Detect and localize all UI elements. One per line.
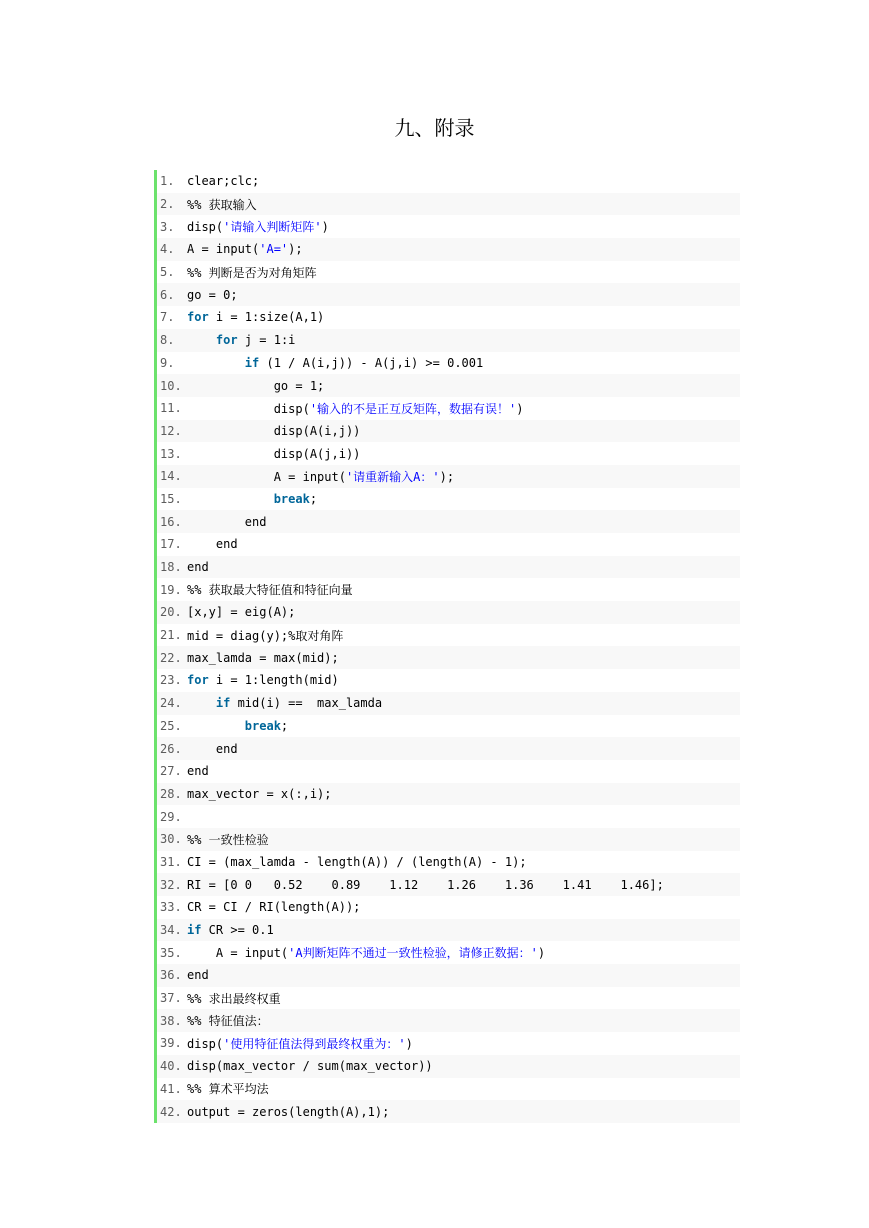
code-text [187, 968, 209, 982]
code-line [157, 919, 740, 942]
code-line [157, 624, 740, 647]
code-string: 'A=' [259, 242, 289, 257]
code-text [187, 492, 317, 506]
code-text [187, 1080, 269, 1097]
code-line [157, 533, 740, 556]
code-token: go = 0; [187, 287, 238, 302]
code-token: j = 1:i [237, 333, 296, 348]
code-line [157, 873, 740, 896]
code-keyword: if [215, 696, 231, 711]
code-token: disp(max_vector / sum(max_vector)) [187, 1059, 433, 1074]
code-line [157, 442, 740, 465]
code-token: CR >= 0.1 [201, 923, 274, 938]
code-text [187, 333, 295, 347]
code-text [187, 944, 545, 961]
code-line [157, 306, 740, 329]
code-text [187, 855, 527, 869]
code-token: ); [288, 242, 303, 257]
code-text [187, 288, 238, 302]
code-token: %% 特征值法： [187, 1014, 269, 1029]
code-line [157, 193, 740, 216]
line-number: 15. [160, 491, 182, 506]
code-token: [x,y] = eig(A); [187, 605, 296, 620]
code-text [187, 581, 353, 598]
code-string: 'A判断矩阵不通过一致性检验，请修正数据：' [288, 946, 538, 961]
code-keyword: for [187, 310, 209, 325]
code-text [187, 310, 324, 324]
code-keyword: if [244, 355, 260, 370]
code-token: disp(A(j,i)) [187, 446, 361, 461]
code-token: end [187, 560, 209, 575]
code-token: end [187, 514, 267, 529]
code-string: '请重新输入A：' [345, 469, 440, 484]
line-number: 34. [160, 923, 182, 938]
code-string: '请输入判断矩阵' [223, 220, 322, 235]
code-line [157, 352, 740, 375]
code-line [157, 397, 740, 420]
code-keyword: for [215, 333, 238, 348]
code-token: CR = CI / RI(length(A)); [187, 900, 361, 915]
code-token: ) [321, 220, 329, 235]
line-number: 25. [160, 718, 182, 733]
line-number: 29. [160, 809, 182, 824]
code-line [157, 329, 740, 352]
code-token: end [187, 741, 238, 756]
line-number: 9. [160, 355, 175, 370]
line-number: 3. [160, 219, 175, 234]
code-line [157, 760, 740, 783]
code-text [187, 673, 339, 687]
code-token: i = 1:size(A,1) [208, 310, 325, 325]
code-text [187, 1012, 269, 1029]
line-number: 22. [160, 650, 182, 665]
code-token: %% 求出最终权重 [187, 991, 281, 1006]
code-token: A = input( [187, 242, 260, 257]
line-number: 12. [160, 423, 182, 438]
code-token: %% 获取输入 [187, 197, 257, 212]
code-token: mid(i) == max_lamda [230, 696, 383, 711]
code-text [187, 379, 324, 393]
code-token: %% 获取最大特征值和特征向量 [187, 583, 353, 598]
code-line [157, 1100, 740, 1123]
code-text [187, 605, 295, 619]
code-token [187, 333, 216, 347]
code-text [187, 651, 339, 665]
line-number: 36. [160, 968, 182, 983]
code-text [187, 787, 332, 801]
code-text [187, 196, 257, 213]
line-number: 19. [160, 582, 182, 597]
code-token [187, 696, 216, 710]
line-number: 20. [160, 605, 182, 620]
line-number: 41. [160, 1081, 182, 1096]
code-token: max_vector = x(:,i); [187, 786, 332, 801]
line-number: 5. [160, 265, 175, 280]
code-line [157, 783, 740, 806]
code-text [187, 174, 259, 188]
line-number: 28. [160, 786, 182, 801]
code-token: CI = (max_lamda - length(A)) / (length(A) - 1); [187, 854, 527, 869]
code-text [187, 719, 288, 733]
line-number: 39. [160, 1036, 182, 1051]
code-token: A = input( [187, 469, 346, 484]
code-line [157, 737, 740, 760]
line-number: 13. [160, 446, 182, 461]
line-number: 8. [160, 333, 175, 348]
code-token: end [187, 968, 209, 983]
page-heading: 九、附录 [394, 116, 475, 140]
code-token: ); [439, 469, 455, 484]
code-line [157, 828, 740, 851]
line-number: 42. [160, 1104, 182, 1119]
code-token: %% 算术平均法 [187, 1082, 269, 1097]
code-text [187, 742, 238, 756]
code-text [187, 696, 382, 710]
code-text [187, 1105, 389, 1119]
code-line [157, 715, 740, 738]
code-token: RI = [0 0 0.52 0.89 1.12 1.26 1.36 1.41 1.46]; [187, 877, 664, 892]
code-line [157, 805, 740, 828]
code-keyword: break [244, 718, 281, 733]
code-keyword: if [187, 923, 202, 938]
line-number: 1. [160, 174, 175, 189]
code-text [187, 218, 329, 235]
line-number: 18. [160, 560, 182, 575]
code-line [157, 1032, 740, 1055]
code-text [187, 447, 360, 461]
code-text [187, 878, 664, 892]
code-text [187, 923, 274, 937]
code-text [187, 764, 209, 778]
code-line [157, 556, 740, 579]
line-number: 17. [160, 537, 182, 552]
code-token: (1 / A(i,j)) - A(j,i) >= 0.001 [259, 355, 484, 370]
code-text [187, 900, 360, 914]
code-line [157, 1078, 740, 1101]
line-number: 4. [160, 242, 175, 257]
code-text [187, 400, 524, 417]
line-number: 2. [160, 197, 175, 212]
code-token: A = input( [187, 946, 289, 961]
code-text [187, 515, 266, 529]
code-token: disp( [187, 401, 310, 416]
code-line [157, 601, 740, 624]
code-text [187, 264, 317, 281]
code-string: '使用特征值法得到最终权重为：' [223, 1036, 406, 1051]
code-line [157, 669, 740, 692]
code-token: ) [516, 401, 524, 416]
code-block [154, 170, 740, 1123]
line-number: 37. [160, 991, 182, 1006]
code-token: max_lamda = max(mid); [187, 650, 339, 665]
line-number: 32. [160, 877, 182, 892]
line-number: 6. [160, 287, 175, 302]
code-text [187, 1059, 433, 1073]
code-token: ; [309, 491, 318, 506]
code-token: output = zeros(length(A),1); [187, 1104, 390, 1119]
code-token: ; [280, 718, 289, 733]
line-number: 14. [160, 469, 182, 484]
code-text [187, 537, 238, 551]
code-line [157, 261, 740, 284]
code-token [187, 719, 245, 733]
code-token: disp( [187, 1036, 224, 1051]
line-number: 24. [160, 696, 182, 711]
code-token: clear;clc; [187, 174, 260, 189]
line-number: 16. [160, 514, 182, 529]
code-line [157, 215, 740, 238]
line-number: 11. [160, 401, 182, 416]
code-token [187, 492, 274, 506]
code-token [187, 356, 245, 370]
code-token: i = 1:length(mid) [208, 673, 339, 688]
code-line [157, 646, 740, 669]
line-number: 40. [160, 1059, 182, 1074]
code-line [157, 283, 740, 306]
code-line [157, 987, 740, 1010]
code-text [187, 831, 269, 848]
code-line [157, 941, 740, 964]
line-number: 31. [160, 854, 182, 869]
code-line [157, 465, 740, 488]
code-line [157, 488, 740, 511]
line-number: 30. [160, 832, 182, 847]
code-keyword: for [187, 673, 209, 688]
code-line [157, 578, 740, 601]
code-text [187, 468, 454, 485]
code-text [187, 990, 281, 1007]
line-number: 21. [160, 628, 182, 643]
code-keyword: break [273, 491, 310, 506]
code-token: end [187, 764, 209, 779]
code-token: %% 一致性检验 [187, 832, 269, 847]
code-token: ) [405, 1036, 413, 1051]
code-text [187, 356, 483, 370]
code-line [157, 238, 740, 261]
code-line [157, 964, 740, 987]
code-token: disp(A(i,j)) [187, 423, 361, 438]
code-text [187, 627, 343, 644]
code-line [157, 851, 740, 874]
code-line [157, 374, 740, 397]
line-number: 10. [160, 378, 182, 393]
line-number: 23. [160, 673, 182, 688]
code-token: end [187, 537, 238, 552]
code-line [157, 510, 740, 533]
code-line [157, 170, 740, 193]
line-number: 35. [160, 945, 182, 960]
code-text [187, 242, 303, 256]
code-string: '输入的不是正互反矩阵，数据有误！' [309, 401, 517, 416]
code-text [187, 424, 360, 438]
code-token: go = 1; [187, 378, 325, 393]
code-text [187, 560, 209, 574]
line-number: 27. [160, 764, 182, 779]
line-number: 7. [160, 310, 175, 325]
code-token: %% 判断是否为对角矩阵 [187, 265, 317, 280]
code-token: disp( [187, 220, 224, 235]
code-token: mid = diag(y);%取对角阵 [187, 628, 344, 643]
code-line [157, 1009, 740, 1032]
line-number: 33. [160, 900, 182, 915]
code-line [157, 420, 740, 443]
code-text [187, 1035, 413, 1052]
line-number: 26. [160, 741, 182, 756]
code-line [157, 1055, 740, 1078]
code-line [157, 692, 740, 715]
line-number: 38. [160, 1013, 182, 1028]
code-line [157, 896, 740, 919]
code-token: ) [537, 946, 546, 961]
